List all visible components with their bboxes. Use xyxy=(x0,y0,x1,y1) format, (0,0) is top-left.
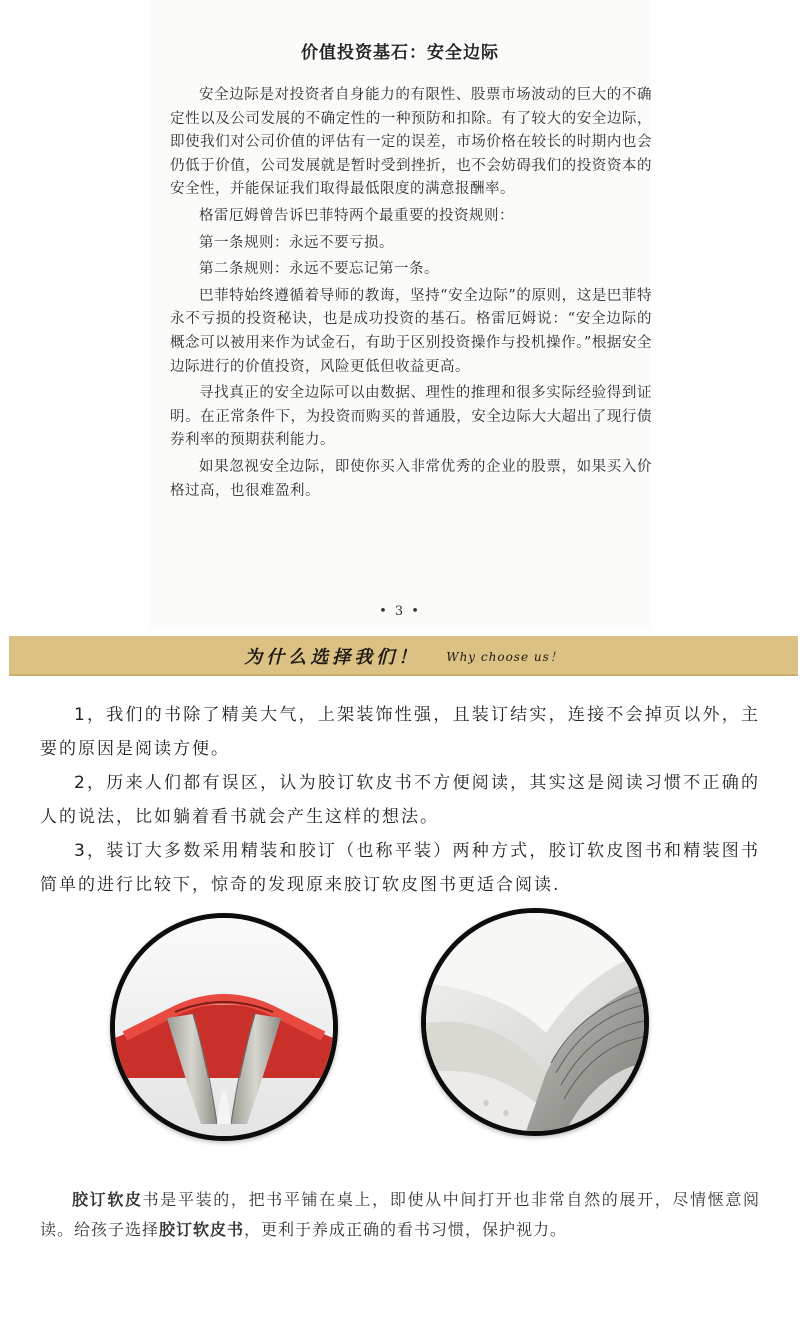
paragraph: 寻找真正的安全边际可以由数据、理性的推理和很多实际经验得到证明。在正常条件下，为投资而购买的普通股，安全边际大大超出了现行债券利率的预期获利能力。 xyxy=(170,385,652,449)
softcover-binding-photo xyxy=(421,908,649,1136)
page-title: 价值投资基石：安全边际 xyxy=(301,43,499,63)
paragraph: 安全边际是对投资者自身能力的有限性、股票市场波动的巨大的不确定性以及公司发展的不确定性的一种预防和扣除。有了较大的安全边际，即使我们对公司价值的评估有一定的误差，市场价格在较长的时期内也会仍低于价值，公司发展就是暂时受到挫折，也不会妨碍我们的投资资本的安全性，并能保证我们取得最低限度的满意报酬率。 xyxy=(170,87,652,198)
banner-title-cn: 为什么选择我们！ xyxy=(244,647,421,668)
paragraph: 如果忽视安全边际，即使你买入非常优秀的企业的股票，如果买入价格过高，也很难盈利。 xyxy=(170,458,652,499)
banner-title-en: Why choose us！ xyxy=(446,649,563,664)
paragraph: 格雷厄姆曾告诉巴菲特两个最重要的投资规则： xyxy=(199,207,514,224)
softcover-book-illustration xyxy=(426,913,644,1131)
list-item: 2，历来人们都有误区，认为胶订软皮书不方便阅读，其实这是阅读习惯不正确的人的说法，比如躺着看书就会产生这样的想法。 xyxy=(40,773,760,827)
description-paragraph xyxy=(40,1185,760,1245)
description-text: ，更利于养成正确的看书习惯，保护视力。 xyxy=(244,1220,568,1239)
why-choose-us-banner xyxy=(9,636,798,676)
paragraph: 第二条规则：永远不要忘记第一条。 xyxy=(199,261,439,278)
paragraph: 巴菲特始终遵循着导师的教诲，坚持“安全边际”的原则，这是巴菲特永不亏损的投资秘诀，也是成功投资的基石。格雷厄姆说：“安全边际的概念可以被用来作为试金石，有助于区别投资操作与投机操作。”根据安全边际进行的价值投资，风险更低但收益更高。 xyxy=(170,287,652,375)
book-page-text xyxy=(170,84,652,503)
list-item: 1，我们的书除了精美大气，上架装饰性强，且装订结实，连接不会掉页以外，主要的原因是阅读方便。 xyxy=(40,705,760,759)
description-text: 书是平装的，把书平铺在桌上，即使从中间打开也非常自然的展开，尽情惬意阅读。给孩子选择 xyxy=(40,1190,760,1239)
page-number: • 3 • xyxy=(379,604,421,619)
softcover-description xyxy=(40,1185,760,1245)
reasons-list xyxy=(40,698,760,902)
highlight-text: 胶订软皮 xyxy=(72,1190,143,1209)
highlight-text: 胶订软皮书 xyxy=(159,1220,245,1239)
hardcover-book-illustration xyxy=(115,918,333,1136)
hardcover-binding-photo xyxy=(110,913,338,1141)
paragraph: 第一条规则：永远不要亏损。 xyxy=(199,234,394,251)
list-item: 3，装订大多数采用精装和胶订（也称平装）两种方式，胶订软皮图书和精装图书简单的进行比较下，惊奇的发现原来胶订软皮图书更适合阅读. xyxy=(40,841,760,895)
